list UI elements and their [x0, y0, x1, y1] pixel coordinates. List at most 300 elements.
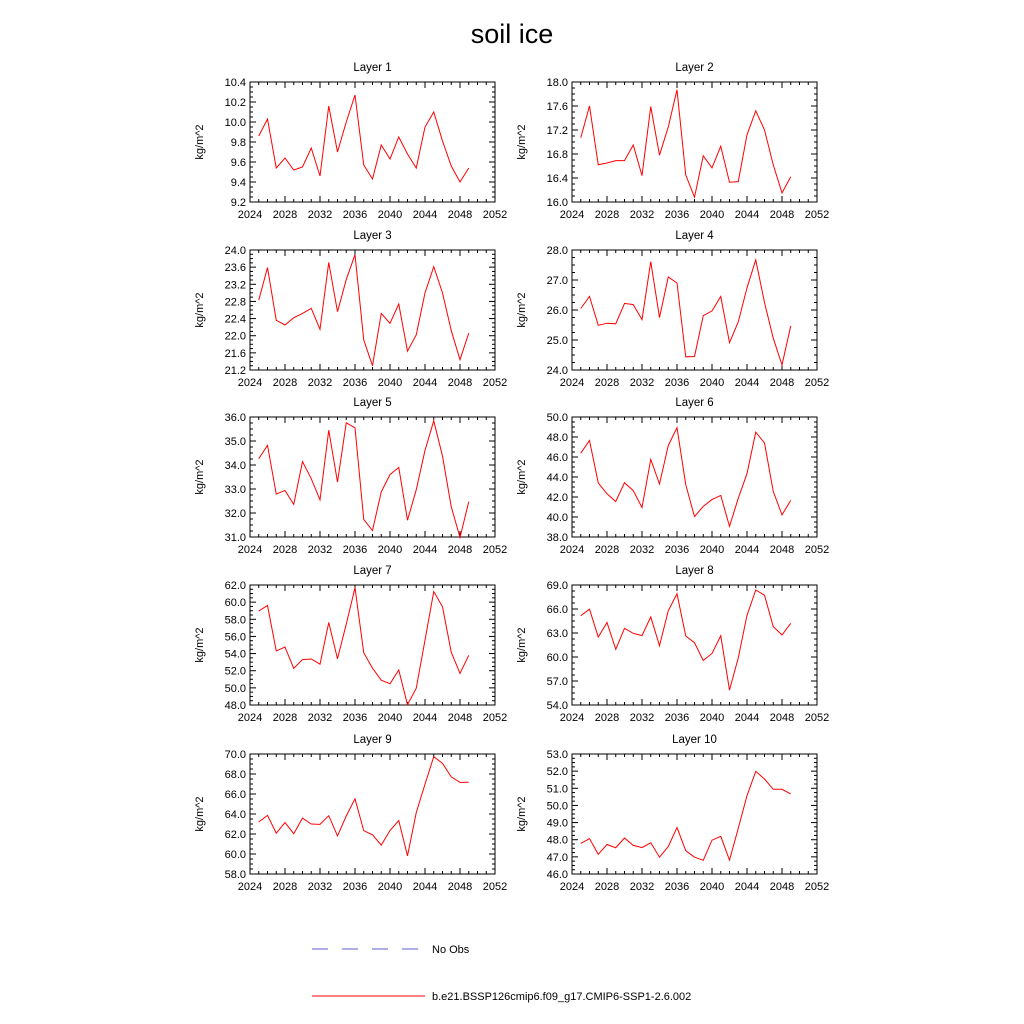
- y-tick-label: 22.8: [224, 296, 246, 309]
- x-tick-label: 2036: [342, 209, 368, 221]
- data-point: [267, 267, 268, 268]
- data-point: [346, 279, 347, 280]
- x-tick-label: 2036: [664, 209, 690, 221]
- y-tick-label: 18.0: [546, 77, 568, 89]
- data-point: [442, 763, 443, 764]
- data-point: [641, 635, 642, 636]
- y-tick-label: 68.0: [224, 769, 246, 781]
- data-point: [459, 782, 460, 783]
- data-point: [580, 137, 581, 138]
- data-point: [641, 507, 642, 508]
- y-tick-label: 57.0: [546, 676, 568, 688]
- data-point: [598, 325, 599, 326]
- x-tick-label: 2024: [559, 209, 585, 221]
- y-tick-label: 16.4: [546, 173, 568, 185]
- y-tick-label: 56.0: [224, 631, 246, 644]
- y-tick-label: 48.0: [546, 834, 568, 847]
- data-point: [346, 815, 347, 816]
- x-tick-label: 2052: [804, 544, 830, 556]
- data-point: [755, 432, 756, 433]
- data-point: [676, 827, 677, 828]
- y-tick-label: 23.2: [224, 279, 246, 292]
- x-tick-label: 2044: [412, 881, 438, 893]
- data-point: [311, 147, 312, 148]
- data-point: [676, 89, 677, 90]
- y-axis-label: kg/m^2: [516, 124, 528, 160]
- y-tick-label: 52.0: [546, 766, 568, 779]
- y-tick-label: 70.0: [224, 749, 246, 761]
- y-tick-label: 25.0: [546, 335, 568, 347]
- y-tick-label: 46.0: [546, 869, 568, 881]
- data-point: [416, 812, 417, 813]
- data-point: [633, 144, 634, 145]
- y-axis-label: kg/m^2: [516, 796, 528, 832]
- y-axis-label: kg/m^2: [194, 124, 206, 160]
- x-tick-label: 2052: [804, 377, 830, 389]
- data-point: [398, 669, 399, 670]
- data-point: [746, 134, 747, 135]
- data-point: [755, 259, 756, 260]
- data-point: [773, 491, 774, 492]
- y-tick-label: 58.0: [224, 869, 246, 881]
- data-point: [624, 160, 625, 161]
- data-point: [372, 178, 373, 179]
- data-point: [468, 167, 469, 168]
- data-point: [389, 830, 390, 831]
- legend: [312, 944, 691, 1003]
- x-tick-label: 2032: [629, 209, 655, 221]
- data-point: [407, 351, 408, 352]
- data-point: [354, 94, 355, 95]
- y-axis-label: kg/m^2: [194, 459, 206, 495]
- x-tick-label: 2028: [594, 377, 620, 389]
- data-point: [267, 445, 268, 446]
- data-point: [293, 169, 294, 170]
- data-point: [694, 356, 695, 357]
- data-point: [589, 609, 590, 610]
- data-point: [337, 151, 338, 152]
- data-point: [459, 537, 460, 538]
- x-tick-label: 2024: [559, 377, 585, 389]
- x-tick-label: 2024: [237, 209, 263, 221]
- data-point: [738, 498, 739, 499]
- data-point: [389, 683, 390, 684]
- panel-layer-9: [194, 734, 507, 893]
- data-point: [676, 282, 677, 283]
- plot-frame: [572, 585, 817, 705]
- data-point: [606, 844, 607, 845]
- data-point: [363, 830, 364, 831]
- panel-layer-1: [194, 62, 507, 221]
- y-tick-label: 50.0: [546, 412, 568, 424]
- y-tick-label: 60.0: [224, 597, 246, 610]
- plot-frame: [572, 417, 817, 537]
- x-tick-label: 2024: [559, 881, 585, 893]
- data-point: [773, 626, 774, 627]
- y-tick-label: 10.2: [224, 97, 246, 109]
- data-point: [703, 155, 704, 156]
- y-tick-label: 31.0: [224, 532, 246, 544]
- data-point: [606, 622, 607, 623]
- y-axis-label: kg/m^2: [516, 459, 528, 495]
- x-tick-label: 2032: [307, 377, 333, 389]
- data-point: [633, 633, 634, 634]
- data-point: [468, 333, 469, 334]
- data-point: [738, 181, 739, 182]
- x-tick-label: 2052: [482, 881, 508, 893]
- x-tick-label: 2036: [664, 377, 690, 389]
- data-point: [624, 837, 625, 838]
- x-tick-label: 2036: [342, 377, 368, 389]
- data-point: [381, 313, 382, 314]
- x-tick-label: 2040: [699, 712, 725, 724]
- data-point: [650, 261, 651, 262]
- x-tick-label: 2024: [237, 377, 263, 389]
- y-tick-label: 47.0: [546, 851, 568, 864]
- x-tick-label: 2048: [769, 544, 795, 556]
- panel-title: Layer 6: [675, 397, 714, 409]
- x-tick-label: 2032: [629, 881, 655, 893]
- series-line: [581, 590, 791, 690]
- data-point: [258, 610, 259, 611]
- data-point: [284, 646, 285, 647]
- data-point: [328, 430, 329, 431]
- x-tick-label: 2040: [699, 544, 725, 556]
- data-point: [407, 704, 408, 705]
- panel-title: Layer 4: [675, 230, 714, 242]
- data-point: [398, 467, 399, 468]
- y-tick-label: 32.0: [224, 508, 246, 520]
- x-tick-label: 2048: [769, 209, 795, 221]
- plot-frame: [572, 250, 817, 370]
- data-point: [773, 789, 774, 790]
- x-tick-label: 2048: [769, 712, 795, 724]
- y-tick-label: 9.6: [230, 157, 246, 169]
- x-tick-label: 2028: [594, 881, 620, 893]
- x-tick-label: 2028: [272, 712, 298, 724]
- data-point: [451, 506, 452, 507]
- data-point: [746, 615, 747, 616]
- data-point: [459, 673, 460, 674]
- y-tick-label: 38.0: [546, 532, 568, 544]
- data-point: [685, 356, 686, 357]
- data-point: [302, 166, 303, 167]
- data-point: [328, 622, 329, 623]
- x-tick-label: 2032: [307, 712, 333, 724]
- x-tick-label: 2028: [594, 209, 620, 221]
- x-tick-label: 2048: [447, 881, 473, 893]
- x-tick-label: 2036: [664, 881, 690, 893]
- data-point: [659, 483, 660, 484]
- data-point: [407, 153, 408, 154]
- data-point: [337, 658, 338, 659]
- data-point: [668, 445, 669, 446]
- data-point: [589, 440, 590, 441]
- data-point: [755, 110, 756, 111]
- y-tick-label: 51.0: [546, 783, 568, 796]
- panel-layer-7: [194, 565, 507, 724]
- data-point: [764, 595, 765, 596]
- figure-title: soil ice: [470, 19, 554, 49]
- x-tick-label: 2044: [734, 544, 760, 556]
- y-axis-label: kg/m^2: [194, 796, 206, 832]
- data-point: [311, 478, 312, 479]
- data-point: [703, 860, 704, 861]
- data-point: [363, 652, 364, 653]
- data-point: [346, 623, 347, 624]
- data-point: [729, 342, 730, 343]
- data-point: [720, 836, 721, 837]
- x-tick-label: 2028: [594, 544, 620, 556]
- data-point: [746, 473, 747, 474]
- x-tick-label: 2052: [804, 881, 830, 893]
- data-point: [711, 840, 712, 841]
- series-line: [259, 588, 469, 705]
- data-point: [633, 490, 634, 491]
- panel-title: Layer 3: [353, 230, 392, 242]
- x-tick-label: 2040: [377, 712, 403, 724]
- data-point: [363, 339, 364, 340]
- y-tick-label: 63.0: [546, 628, 568, 640]
- data-point: [746, 795, 747, 796]
- x-tick-label: 2032: [629, 377, 655, 389]
- data-point: [381, 845, 382, 846]
- data-point: [580, 843, 581, 844]
- data-point: [711, 310, 712, 311]
- data-point: [354, 587, 355, 588]
- data-point: [442, 606, 443, 607]
- data-point: [606, 493, 607, 494]
- data-point: [311, 308, 312, 309]
- data-point: [720, 296, 721, 297]
- data-point: [363, 164, 364, 165]
- panel-layer-3: [194, 230, 507, 389]
- data-point: [276, 650, 277, 651]
- x-tick-label: 2024: [237, 712, 263, 724]
- data-point: [389, 474, 390, 475]
- y-tick-label: 62.0: [224, 580, 246, 592]
- plot-frame: [250, 585, 495, 705]
- data-point: [442, 456, 443, 457]
- data-point: [293, 833, 294, 834]
- data-point: [764, 302, 765, 303]
- series-line: [581, 428, 791, 527]
- data-point: [580, 308, 581, 309]
- series-line: [581, 771, 791, 860]
- y-tick-label: 27.0: [546, 275, 568, 287]
- data-point: [668, 610, 669, 611]
- data-point: [746, 287, 747, 288]
- plot-frame: [250, 754, 495, 874]
- data-point: [615, 160, 616, 161]
- data-point: [641, 175, 642, 176]
- data-point: [624, 303, 625, 304]
- data-point: [258, 458, 259, 459]
- data-point: [424, 640, 425, 641]
- y-tick-label: 62.0: [224, 829, 246, 841]
- data-point: [598, 164, 599, 165]
- data-point: [328, 815, 329, 816]
- x-tick-label: 2044: [412, 377, 438, 389]
- x-tick-label: 2028: [272, 544, 298, 556]
- data-point: [668, 276, 669, 277]
- y-tick-label: 36.0: [224, 412, 246, 424]
- data-point: [319, 175, 320, 176]
- data-point: [451, 330, 452, 331]
- data-point: [276, 493, 277, 494]
- y-tick-label: 24.0: [224, 245, 246, 257]
- x-tick-label: 2044: [734, 377, 760, 389]
- data-point: [416, 688, 417, 689]
- data-point: [346, 121, 347, 122]
- data-point: [363, 519, 364, 520]
- data-point: [641, 319, 642, 320]
- data-point: [381, 680, 382, 681]
- x-tick-label: 2044: [734, 881, 760, 893]
- data-point: [319, 824, 320, 825]
- x-tick-label: 2044: [734, 712, 760, 724]
- y-axis-label: kg/m^2: [194, 627, 206, 663]
- x-tick-label: 2032: [629, 544, 655, 556]
- data-point: [790, 793, 791, 794]
- data-point: [781, 514, 782, 515]
- x-tick-label: 2040: [377, 544, 403, 556]
- data-point: [354, 254, 355, 255]
- x-tick-label: 2048: [769, 881, 795, 893]
- data-point: [659, 155, 660, 156]
- y-tick-label: 33.0: [224, 484, 246, 496]
- data-point: [694, 642, 695, 643]
- y-tick-label: 46.0: [546, 452, 568, 464]
- x-tick-label: 2032: [629, 712, 655, 724]
- data-point: [442, 292, 443, 293]
- data-point: [703, 315, 704, 316]
- data-point: [738, 321, 739, 322]
- series-line: [259, 757, 469, 856]
- data-point: [694, 857, 695, 858]
- data-point: [424, 126, 425, 127]
- data-point: [668, 126, 669, 127]
- x-tick-label: 2048: [447, 544, 473, 556]
- y-tick-label: 16.0: [546, 197, 568, 209]
- plot-frame: [572, 754, 817, 874]
- data-point: [354, 427, 355, 428]
- data-point: [416, 167, 417, 168]
- x-tick-label: 2052: [482, 544, 508, 556]
- data-point: [773, 164, 774, 165]
- y-tick-label: 54.0: [224, 648, 246, 661]
- panel-layer-6: [516, 397, 829, 556]
- data-point: [598, 636, 599, 637]
- x-tick-label: 2040: [377, 881, 403, 893]
- panel-layer-8: [516, 565, 829, 724]
- data-point: [676, 593, 677, 594]
- data-point: [615, 847, 616, 848]
- data-point: [659, 857, 660, 858]
- x-tick-label: 2036: [342, 881, 368, 893]
- data-point: [354, 798, 355, 799]
- data-point: [729, 860, 730, 861]
- x-tick-label: 2040: [699, 377, 725, 389]
- series-line: [581, 90, 791, 197]
- panel-title: Layer 8: [675, 565, 714, 577]
- panels-grid: [194, 62, 829, 893]
- data-point: [580, 615, 581, 616]
- data-point: [685, 174, 686, 175]
- series-line: [259, 255, 469, 366]
- plot-frame: [250, 417, 495, 537]
- data-point: [624, 628, 625, 629]
- data-point: [267, 118, 268, 119]
- data-point: [381, 144, 382, 145]
- data-point: [615, 501, 616, 502]
- y-tick-label: 9.4: [230, 177, 246, 189]
- y-axis-label: kg/m^2: [516, 292, 528, 328]
- panel-title: Layer 9: [353, 734, 392, 746]
- x-tick-label: 2044: [412, 544, 438, 556]
- data-point: [703, 506, 704, 507]
- x-tick-label: 2048: [447, 377, 473, 389]
- data-point: [276, 320, 277, 321]
- data-point: [781, 789, 782, 790]
- data-point: [668, 846, 669, 847]
- data-point: [302, 659, 303, 660]
- data-point: [624, 482, 625, 483]
- data-point: [598, 854, 599, 855]
- data-point: [633, 845, 634, 846]
- data-point: [311, 823, 312, 824]
- x-tick-label: 2044: [734, 209, 760, 221]
- y-tick-label: 42.0: [546, 492, 568, 504]
- data-point: [451, 776, 452, 777]
- plot-frame: [572, 82, 817, 202]
- x-tick-label: 2028: [272, 209, 298, 221]
- data-point: [284, 324, 285, 325]
- data-point: [659, 645, 660, 646]
- data-point: [755, 771, 756, 772]
- x-tick-label: 2052: [482, 209, 508, 221]
- panel-layer-4: [516, 230, 829, 389]
- data-point: [738, 828, 739, 829]
- data-point: [676, 427, 677, 428]
- data-point: [694, 516, 695, 517]
- data-point: [276, 833, 277, 834]
- data-point: [433, 756, 434, 757]
- plot-frame: [250, 82, 495, 202]
- data-point: [433, 111, 434, 112]
- data-point: [302, 461, 303, 462]
- data-point: [407, 520, 408, 521]
- data-point: [790, 325, 791, 326]
- x-tick-label: 2036: [664, 544, 690, 556]
- y-tick-label: 66.0: [546, 604, 568, 616]
- data-point: [685, 635, 686, 636]
- panel-layer-10: [516, 734, 829, 893]
- panel-title: Layer 2: [675, 62, 714, 74]
- data-point: [468, 501, 469, 502]
- data-point: [424, 292, 425, 293]
- data-point: [468, 782, 469, 783]
- y-axis-label: kg/m^2: [194, 292, 206, 328]
- y-tick-label: 17.6: [546, 101, 568, 113]
- data-point: [781, 634, 782, 635]
- data-point: [381, 491, 382, 492]
- data-point: [659, 317, 660, 318]
- x-tick-label: 2036: [664, 712, 690, 724]
- data-point: [764, 442, 765, 443]
- data-point: [319, 329, 320, 330]
- data-point: [781, 192, 782, 193]
